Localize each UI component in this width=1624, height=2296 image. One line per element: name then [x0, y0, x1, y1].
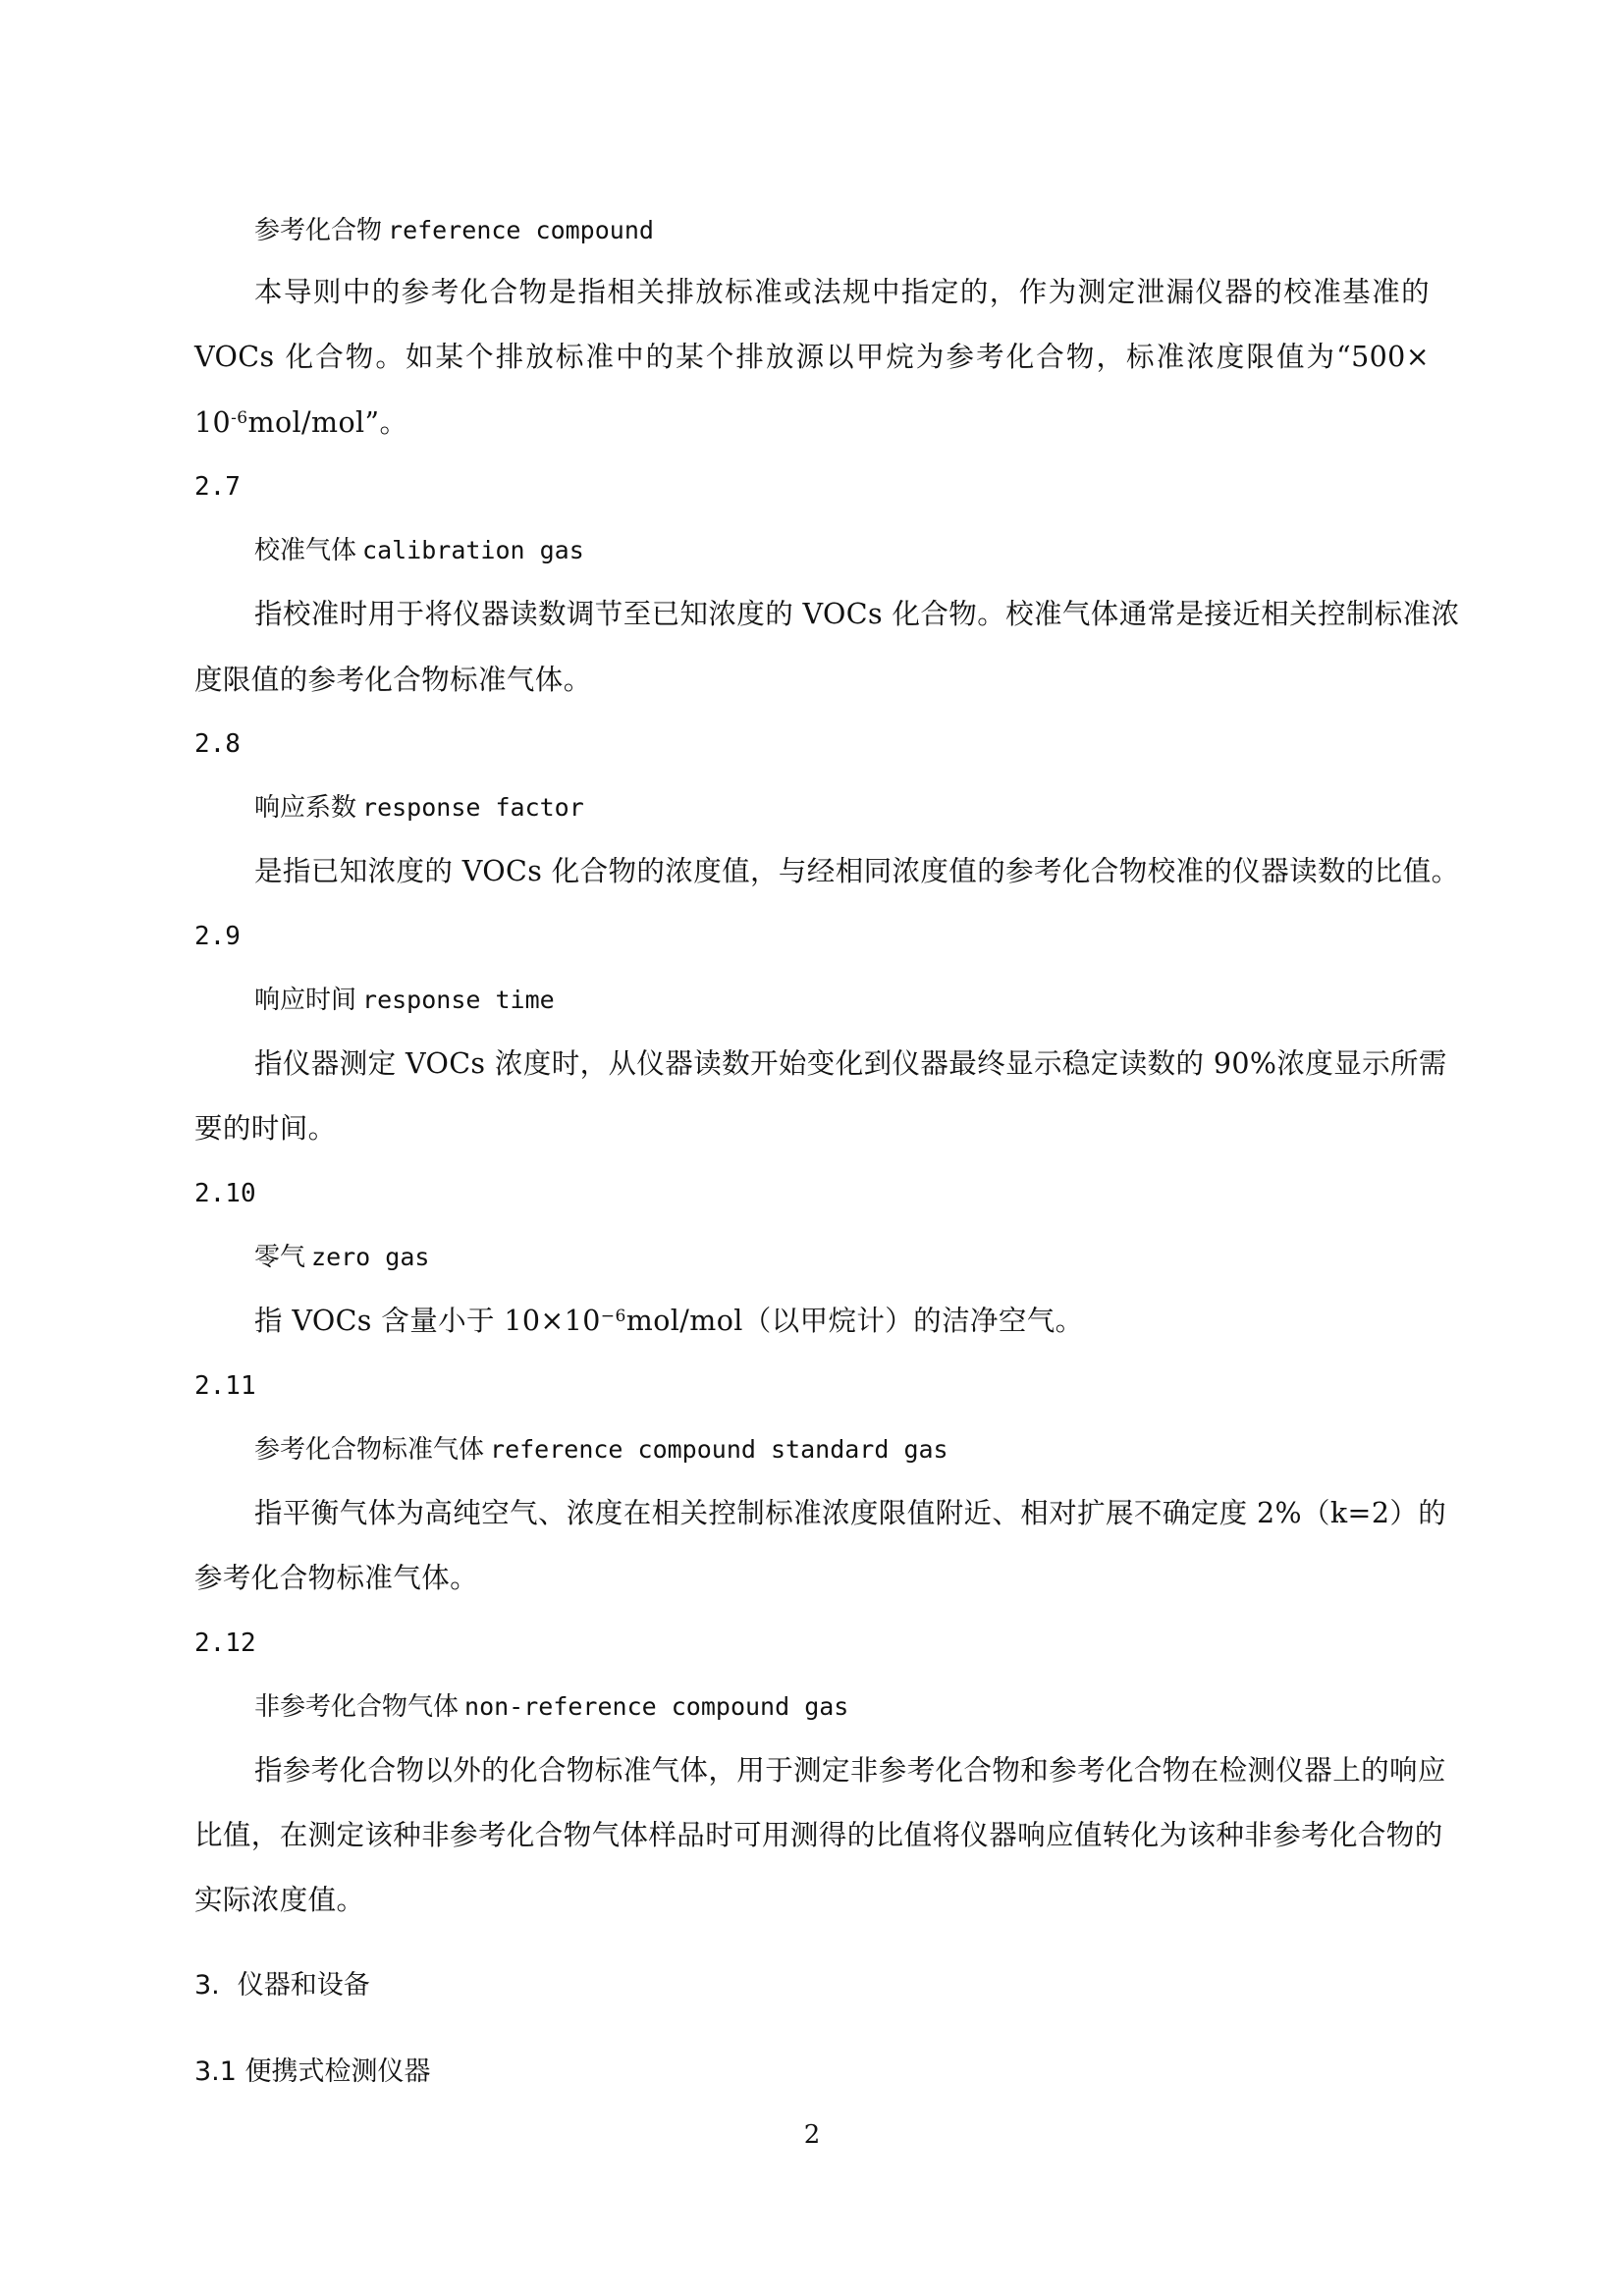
definition-line: 参考化合物标准气体。 [194, 1562, 479, 1594]
definition-line: 要的时间。 [194, 1112, 337, 1145]
definition-line: 是指已知浓度的 VOCs 化合物的浓度值，与经相同浓度值的参考化合物校准的仪器读数的比值。 [254, 855, 1460, 887]
term-en: calibration gas [362, 536, 584, 564]
term-en: zero gas [311, 1243, 430, 1271]
term-heading-non-reference-gas [254, 1694, 848, 1720]
term-en: response factor [362, 793, 584, 822]
term-zh: 非参考化合物气体 [254, 1692, 460, 1722]
definition-line: 实际浓度值。 [194, 1884, 365, 1916]
text-fragment: mol/mol”。 [247, 406, 408, 439]
section-number: 3. [194, 1970, 220, 2001]
definition-line: 指平衡气体为高纯空气、浓度在相关控制标准浓度限值附近、相对扩展不确定度 2%（k=2）的 [254, 1497, 1447, 1529]
clause-number: 2.8 [194, 729, 241, 759]
section-heading [194, 1972, 370, 1999]
page-number: 2 [803, 2120, 821, 2150]
definition-line [254, 1305, 1084, 1337]
definition-line: 指参考化合物以外的化合物标准气体，用于测定非参考化合物和参考化合物在检测仪器上的响应 [254, 1754, 1446, 1787]
text-fragment: 指 VOCs 含量小于 10×10 [254, 1305, 601, 1337]
text-fragment: 10 [194, 406, 232, 439]
term-zh: 响应系数 [254, 793, 357, 823]
term-en: response time [362, 986, 555, 1014]
clause-number: 2.7 [194, 472, 241, 502]
definition-line: VOCs 化合物。如某个排放标准中的某个排放源以甲烷为参考化合物，标准浓度限值为“500× [194, 341, 1430, 373]
term-zh: 校准气体 [254, 536, 357, 565]
superscript: −6 [600, 1307, 626, 1327]
term-zh: 响应时间 [254, 986, 357, 1015]
definition-line [194, 406, 408, 439]
term-zh: 参考化合物标准气体 [254, 1435, 485, 1465]
section-title: 仪器和设备 [237, 1970, 370, 2001]
term-heading-reference-standard-gas [254, 1437, 948, 1463]
term-zh: 零气 [254, 1243, 306, 1272]
term-heading-zero-gas [254, 1245, 429, 1270]
clause-number: 2.12 [194, 1629, 256, 1658]
subsection-heading: 3.1 便携式检测仪器 [194, 2056, 431, 2087]
definition-line: 度限值的参考化合物标准气体。 [194, 664, 592, 696]
definition-line: 比值，在测定该种非参考化合物气体样品时可用测得的比值将仪器响应值转化为该种非参考化合物的 [194, 1819, 1443, 1851]
definition-line: 本导则中的参考化合物是指相关排放标准或法规中指定的，作为测定泄漏仪器的校准基准的 [254, 276, 1430, 308]
definition-line: 指校准时用于将仪器读数调节至已知浓度的 VOCs 化合物。校准气体通常是接近相关控制标准浓 [254, 598, 1460, 630]
clause-number: 2.11 [194, 1371, 256, 1401]
term-en: reference compound [388, 216, 654, 244]
term-en: reference compound standard gas [490, 1435, 948, 1464]
superscript: -6 [231, 408, 248, 429]
clause-number: 2.9 [194, 922, 241, 951]
definition-line: 指仪器测定 VOCs 浓度时，从仪器读数开始变化到仪器最终显示稳定读数的 90%浓度显示所需 [254, 1047, 1447, 1080]
clause-number: 2.10 [194, 1179, 256, 1208]
term-zh: 参考化合物 [254, 216, 383, 245]
term-heading-response-factor [254, 795, 584, 821]
term-heading-calibration-gas [254, 538, 584, 563]
term-heading-response-time [254, 988, 555, 1013]
term-heading-reference-compound [254, 218, 654, 243]
text-fragment: mol/mol（以甲烷计）的洁净空气。 [625, 1305, 1084, 1337]
term-en: non-reference compound gas [464, 1692, 849, 1721]
